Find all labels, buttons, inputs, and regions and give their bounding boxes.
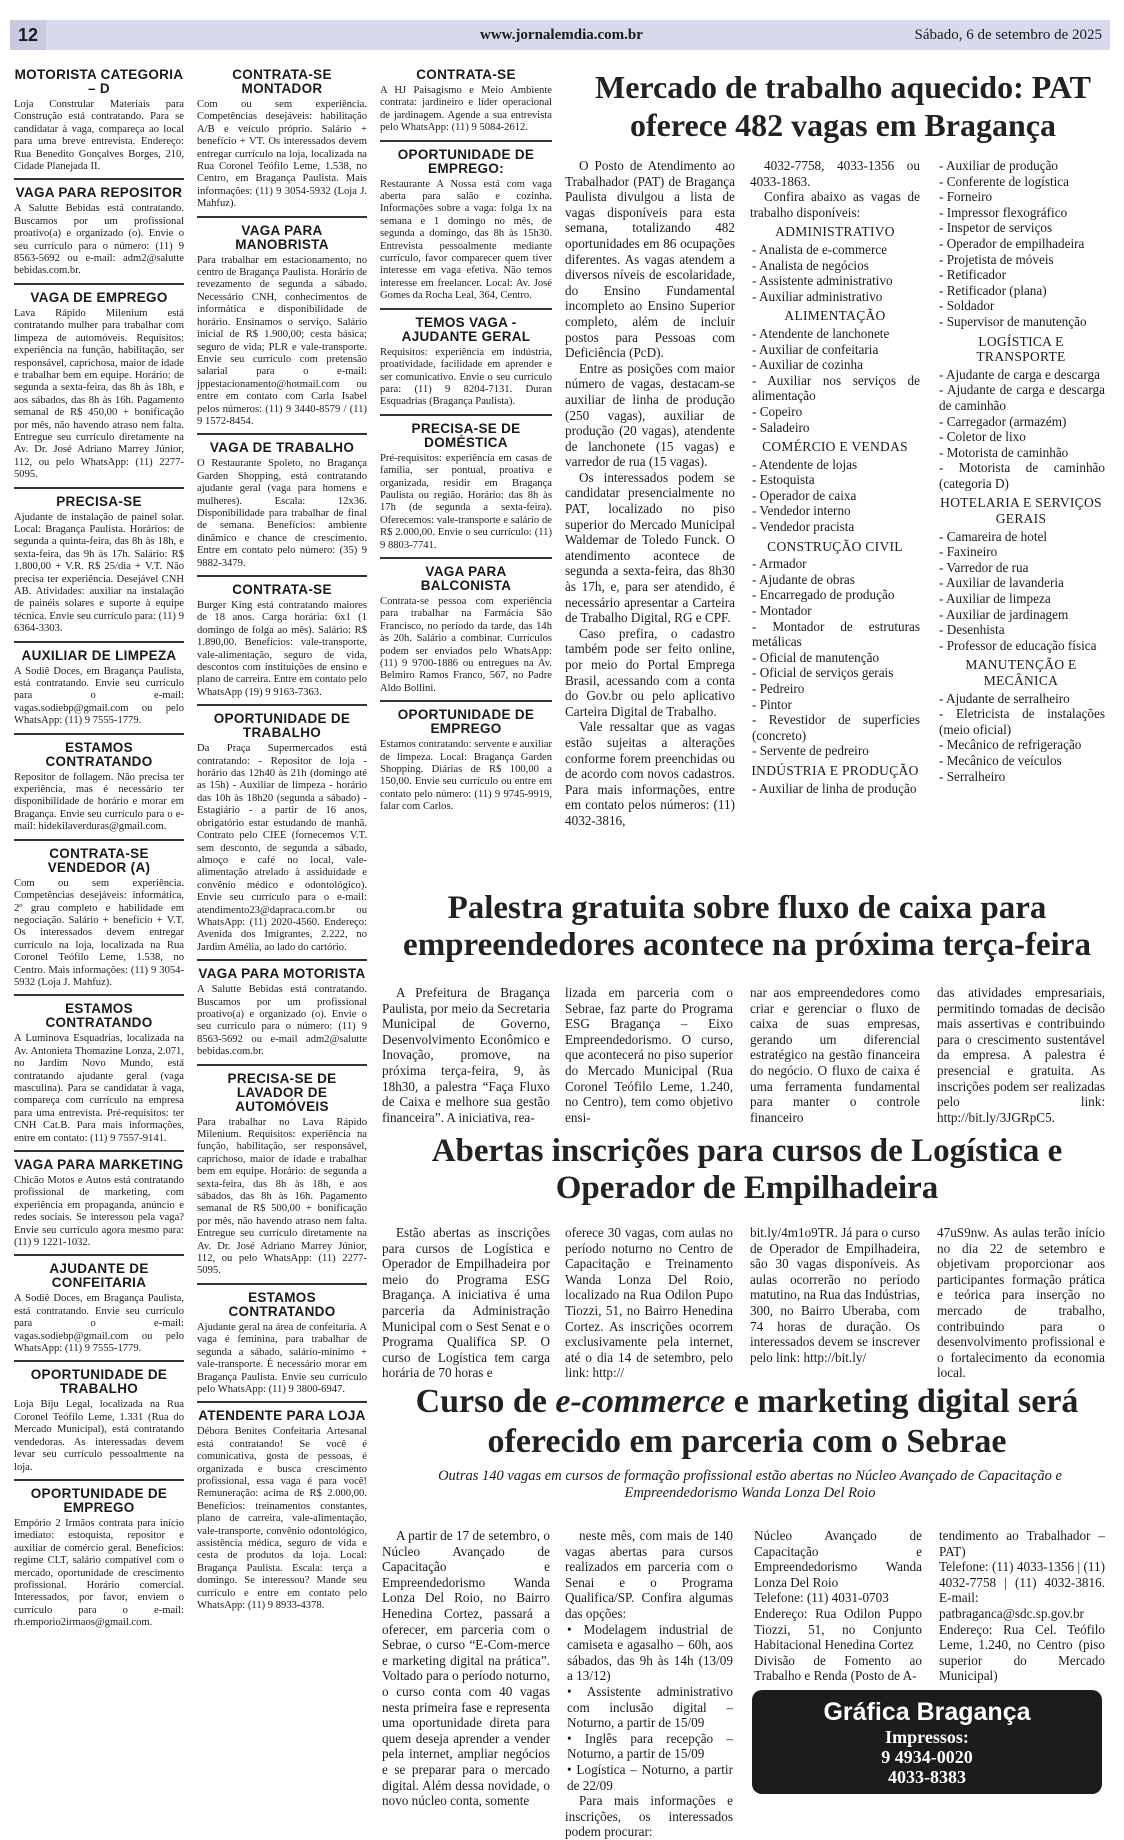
list-item: - Faxineiro xyxy=(939,544,998,560)
classified-ad xyxy=(197,967,367,1065)
classified-body: Pré-requisitos: experiência em casas de família, ser pontual, proativa e organizada, residir em Bragança Paulista ou região. Horário: das 8h às 17h (de segunda a sexta-feira). Oferecemos: vale-transporte e salário de R$ 2.000,00. Envie o seu currículo: (11) 9 8803-7741. xyxy=(380,452,552,551)
list-item: • Assistente administrativo com inclusão digital – Noturno, a partir de 15/09 xyxy=(567,1683,733,1731)
classified-title: AJUDANTE DE CONFEITARIA xyxy=(49,1261,149,1291)
list-item: - Camareira de hotel xyxy=(939,528,1048,544)
list-item: - Estoquista xyxy=(752,472,815,488)
page-header xyxy=(10,20,1110,50)
classified-title: OPORTUNIDADE DE TRABALHO xyxy=(30,1367,168,1397)
list-item: - Auxiliar administrativo xyxy=(752,288,883,304)
classified-title: AUXILIAR DE LIMPEZA xyxy=(21,647,177,663)
list-item: - Atendente de lojas xyxy=(752,456,858,472)
list-item: • Logística – Noturno, a partir de 22/09 xyxy=(567,1761,733,1793)
classified-ad xyxy=(14,649,184,735)
classified-title: VAGA PARA MARKETING xyxy=(14,1157,184,1172)
list-item: - Servente de pedreiro xyxy=(752,743,869,759)
list-item: - Assistente administrativo xyxy=(752,273,893,289)
grafica-name: Gráfica Bragança xyxy=(823,1698,1031,1726)
pat-paragraph: Os interessados podem se candidatar presencialmente no PAT, localizado no piso superior do Mercado Municipal Waldemar de Toledo Funck. O atendimento acontece de segunda a sexta-feira, das 8h30 às 17h, e, para ser atendido, é necessário apresentar a Carteira de Trabalho Digital, RG e CPF. xyxy=(565,469,735,626)
palestra-headline: Palestra gratuita sobre fluxo de caixa para empreendedores acontece na próxima terça-feira xyxy=(403,890,1091,963)
classified-body: Lava Rápido Milenium está contratando mulher para trabalhar com limpeza de automóveis. Requisitos: experiência na função, habilitação, ser responsável, caprichosa, maior de idade e trabalhar bem em equipe. Horário: de segunda a sexta-feira, das 8h às 18h, e aos sábados, das 8h às 16h. Pagamento semanal de R$ 450,00 + bonificação por mês, não havendo atraso nem falta. Entregue seu currículo diretamente na Av. Dr. José Adriano Marrey Júnior, 112, ou pelo WhatsApp: (11) 2277-5095. xyxy=(14,307,184,481)
classified-body: Para trabalhar em estacionamento, no centro de Bragança Paulista. Horário de revezamento de segunda a sábado. Necessário CNH, conhecimentos de informática e disponibilidade de horário. Ensinamos o serviço. Salário inicial de R$ 1.900,00; cesta básica; seguro de vida; PLR e vale-transporte. Envie seu currículo com pretensão salarial para o e-mail: jppestacionamento@hotmail.com ou entre em contato com Carla Isabel pelos números: (11) 9 3440-8579 / (11) 9 1572-8454. xyxy=(197,254,367,427)
list-item: - Ajudante de serralheiro xyxy=(939,690,1070,706)
list-item: - Auxiliar de lavanderia xyxy=(939,575,1064,591)
classified-ad xyxy=(14,495,184,643)
classified-ad xyxy=(197,712,367,961)
classified-body: Loja Constrular Materiais para Construção está contratando. Para se candidatar à vaga, compareça ao local para uma breve entrevista. Endereço: Rua Benedito Gonçalves Borges, 210, Cidade Planejada II. xyxy=(14,99,184,173)
list-item: - Varredor de rua xyxy=(939,559,1029,575)
curso-column-1: A partir de 17 de setembro, o Núcleo Avançado de Capacitação e Empreendedorismo Wanda Lonza Del Roio, no Bairro Henedina Cortez, passará a oferecer, em parceria com o Sebrae, o curso “E-Com-merce e marketing digital na prática”. Voltado para o período noturno, o curso conta com 40 vagas nesta primeira fase e representa uma oportunidade direta para quem deseja aprender a vender pela internet, ampliar negócios e se preparar para o mercado digital. Além dessa novidade, o novo núcleo conta, somente xyxy=(382,1528,550,1809)
list-item: - Desenhista xyxy=(939,622,1005,638)
classified-body: A Salutte Bebidas está contratando. Buscamos por um profissional proativo(a) e organizado (o). Envie o seu currículo para o número: (11) 9 8563-5692 ou e-mail adm2@salutte bebidas.com.br. xyxy=(197,984,367,1058)
abertas-column-3: bit.ly/4m1o9TR. Já para o curso de Operador de Empilhadeira, são 30 vagas disponíveis. As aulas ocorrerão no período matutino, na Rua das Indústrias, 300, no Bairro Uberaba, com 74 horas de duração. Os interessados devem se inscrever pelo link: http://bit.ly/ xyxy=(750,1225,920,1365)
curso-headline: Curso de e-commerce e marketing digital será oferecido em parceria com o Sebrae xyxy=(415,1383,1079,1460)
classifieds-column-3 xyxy=(380,68,552,825)
list-item: - Auxiliar de linha de produção xyxy=(752,780,917,796)
list-item: Telefone: (11) 4031-0703 xyxy=(754,1590,889,1606)
section-heading: CONSTRUÇÃO CIVIL xyxy=(767,538,903,554)
list-item: - Supervisor de manutenção xyxy=(939,313,1087,329)
list-item: Telefone: (11) 4033-1356 | (11) 4032-7758 | (11) 4032-3816. E-mail: patbraganca@sdc.sp.gov.br xyxy=(939,1559,1105,1621)
classified-ad xyxy=(14,68,184,180)
paragraph: Confira abaixo as vagas de trabalho disponíveis: xyxy=(750,189,920,220)
list-item: - Motorista de caminhão xyxy=(939,444,1069,460)
pat-paragraph: Vale ressaltar que as vagas estão sujeitas a alterações conforme forem preenchidas ou de acordo com novos cadastros. Para mais informações, entre em contato pelos números: (11) 4032-3816, xyxy=(565,719,735,828)
list-item: - Pintor xyxy=(752,696,792,712)
page-number: 12 xyxy=(10,20,46,50)
list-item: - Ajudante de obras xyxy=(752,571,855,587)
grafica-phone-2: 4033-8383 xyxy=(888,1767,966,1787)
classified-ad xyxy=(14,291,184,489)
list-item: - Vendedor pracista xyxy=(752,519,855,535)
list-item: - Auxiliar de jardinagem xyxy=(939,606,1069,622)
list-item: - Montador xyxy=(752,603,812,619)
pat-paragraph: O Posto de Atendimento ao Trabalhador (PAT) de Bragança Paulista divulgou a lista de vagas disponíveis para esta semana, totalizando 482 oportunidades em 86 ocupações diferentes. As vagas atendem a diversos níveis de escolaridade, do Ensino Fundamental incompleto ao Ensino Superior completo, além de incluir postos para Pessoas com Deficiência (PcD). xyxy=(565,158,735,361)
classified-title: OPORTUNIDADE DE EMPREGO xyxy=(30,1485,168,1515)
classified-title: VAGA PARA MOTORISTA xyxy=(198,966,366,982)
abertas-column-4: 47uS9nw. As aulas terão início no dia 22 de setembro e objetivam proporcionar aos participantes formação prática e teórica para inserção no mercado de trabalho, contribuindo para o desenvolvimento profissional e o fortalecimento da economia local. xyxy=(937,1225,1105,1381)
list-item: - Projetista de móveis xyxy=(939,251,1054,267)
curso-subhead: Outras 140 vagas em cursos de formação profissional estão abertas no Núcleo Avançado de Capacitação e Empreendedorismo Wanda Lonza Del Roio xyxy=(438,1468,1062,1501)
list-item: - Soldador xyxy=(939,298,995,314)
section-heading: ALIMENTAÇÃO xyxy=(784,308,886,324)
list-item: - Mecânico de refrigeração xyxy=(939,737,1082,753)
classified-title: ESTAMOS CONTRATANDO xyxy=(45,1001,153,1031)
classified-ad xyxy=(197,441,367,577)
list-item: - Coletor de lixo xyxy=(939,429,1026,445)
list-item: - Auxiliar nos serviços de alimentação xyxy=(752,372,920,404)
section-heading: COMÉRCIO E VENDAS xyxy=(762,439,908,455)
list-item: - Auxiliar de cozinha xyxy=(752,357,863,373)
classified-ad xyxy=(380,565,552,702)
palestra-column-1: A Prefeitura de Bragança Paulista, por meio da Secretaria Municipal de Governo, Desenvolvimento Econômico e Inovação, promove, na próxima terça-feira, 9, às 18h30, a palestra “Faça Fluxo de Caixa e melhore sua gestão financeira”. A iniciativa, rea- xyxy=(382,985,550,1125)
list-item: - Saladeiro xyxy=(752,419,810,435)
section-heading: HOTELARIA E SERVIÇOS GERAIS xyxy=(940,495,1102,527)
classified-body: Da Praça Supermercados está contratando: - Repositor de loja - horário das 12h40 às 21h (domingo até as 15h) - Auxiliar de limpeza - horário das 10h às 18h20 (segunda a sábado) - Estagiário - a partir de 16 anos, obrigatório estar estudando de manhã. Contrato pelo CIEE (fornecemos V.T. sem desconto, de segunda a sábado, almoço e café no local, vale-alimentação atrelado à assiduidade e convênio médico e odontológico). Envie seu currículo para o e-mail: atendimento23@dapraca.com.br ou WhatsApp: (11) 2020-4560. Endereço: Avenida dos Imigrantes, 2.222, no Jardim Amélia, ao lado do cartório. xyxy=(197,743,367,953)
section-heading: ADMINISTRATIVO xyxy=(775,224,895,240)
classified-ad xyxy=(14,1368,184,1480)
palestra-column-2: lizada em parceria com o Sebrae, faz parte do Programa ESG Bragança – Eixo Empreendedorismo. O curso, que acontecerá no piso superior do Mercado Municipal (Rua Coronel Teófilo Leme, 1.240, no Centro), tem como objetivo ensi- xyxy=(565,985,733,1125)
classifieds-column-1 xyxy=(14,68,184,1641)
classified-body: Ajudante geral na área de confeitaria. A vaga é feminina, para trabalhar de segunda a sábado, salário-mínimo + vale-transporte. É necessário morar em Bragança Paulista. Envie seu currículo pelo WhatsApp: (11) 9 3800-6947. xyxy=(197,1321,367,1395)
classified-ad xyxy=(14,1262,184,1362)
classified-title: ATENDENTE PARA LOJA xyxy=(198,1408,366,1424)
classified-ad xyxy=(14,186,184,284)
palestra-column-4: das atividades empresariais, permitindo tomadas de decisão mais assertivas e contribuindo para o crescimento sustentável da empresa. A palestra é presencial e gratuita. As inscrições podem ser realizadas pelo link: http://bit.ly/3JGRpC5. xyxy=(937,985,1105,1125)
pat-paragraph: Caso prefira, o cadastro também pode ser feito online, por meio do Portal Emprega Brasil, acessando com a conta do Gov.br ou pelo aplicativo Carteira Digital de Trabalho. xyxy=(565,625,735,719)
paragraph: Para mais informações e inscrições, os interessados podem procurar: xyxy=(565,1793,733,1840)
classified-body: Contrata-se pessoa com experiência para trabalhar na Farmácia São Francisco, no período da tarde, das 14h às 20h. Salário a combinar. Currículos podem ser enviados pelo WhatsApp: (11) 9 9700-1886 ou entregues na Av. Belmiro Ramos Franco, 567, no Padre Aldo Bollini. xyxy=(380,595,552,694)
list-item: tendimento ao Trabalhador – PAT) xyxy=(939,1528,1105,1559)
list-item: - Operador de empilhadeira xyxy=(939,235,1085,251)
classified-title: PRECISA-SE xyxy=(56,493,142,509)
list-item: - Serralheiro xyxy=(939,768,1006,784)
list-item: - Professor de educação física xyxy=(939,637,1097,653)
section-heading: INDÚSTRIA E PRODUÇÃO xyxy=(751,762,919,778)
classified-title: VAGA PARA REPOSITOR xyxy=(15,185,183,201)
classified-title: ESTAMOS CONTRATANDO xyxy=(45,739,153,769)
grafica-phone-1: 9 4934-0020 xyxy=(881,1747,973,1767)
classified-title: OPORTUNIDADE DE TRABALHO xyxy=(213,711,351,741)
abertas-column-2: oferece 30 vagas, com aulas no período noturno no Centro de Capacitação e Treinamento Wanda Lonza Del Roio, localizado na Rua Odilon Pupo Tiozzi, 51, no Bairro Henedina Cortez. As inscrições ocorrem exclusivamente pela internet, até o dia 14 de setembro, pelo link: http:// xyxy=(565,1225,733,1381)
classified-body: Com ou sem experiência. Competências desejáveis: informática, 2º grau completo e habilidade em negociação. Salário + benefício + V.T. Os interessados devem entregar currículo na loja, localizada na Rua Coronel Teófilo Leme, 1.538, no Centro. Mais informações: (11) 9 3054-5932 (Loja J. Mahfuz). xyxy=(14,877,184,988)
pat-column-1 xyxy=(565,158,735,829)
list-item: - Revestidor de superfícies (concreto) xyxy=(752,712,920,743)
list-item: - Analista de e-commerce xyxy=(752,241,888,257)
list-item: - Retificador (plana) xyxy=(939,282,1047,298)
classified-body: A Sodiê Doces, em Bragança Paulista, está contratando. Envie seu currículo para o e-mail: vagas.sodiebp@gmail.com ou pelo WhatsApp: (11) 9 7555-1779. xyxy=(14,665,184,727)
list-item: - Retificador xyxy=(939,267,1007,283)
classified-body: Empório 2 Irmãos contrata para início imediato: estoquista, repositor e auxiliar de comércio geral. Benefícios: regime CLT, salário compatível com o mercado, oportunidade de crescimento profissional. Horário comercial. Interessados, por favor, enviem o currículo para o e-mail: rh.emporio2irmaos@gmail.com. xyxy=(14,1517,184,1629)
classified-title: VAGA PARA MANOBRISTA xyxy=(235,222,329,252)
list-item: - Motorista de caminhão (categoria D) xyxy=(939,460,1105,491)
classified-body: Estamos contratando: servente e auxiliar de limpeza. Local: Bragança Garden Shopping. Diárias de R$ 100,00 a 150,00. Envie seu currículo ou entre em contato pelo número: (11) 9 9745-9919, falar com Carlos. xyxy=(380,739,552,813)
list-item: - Operador de caixa xyxy=(752,487,857,503)
classified-ad xyxy=(380,148,552,310)
site-url[interactable]: www.jornalemdia.com.br xyxy=(480,26,643,43)
pat-column-2 xyxy=(750,158,920,796)
list-item: - Carregador (armazém) xyxy=(939,413,1067,429)
palestra-column-3: nar aos empreendedores como criar e gerenciar o fluxo de caixa de suas empresas, gerando um diferencial estratégico na gestão financeira do negócio. O fluxo de caixa é uma ferramenta fundamental para manter o controle financeiro xyxy=(750,985,920,1125)
classified-ad xyxy=(197,224,367,436)
classified-ad xyxy=(14,1158,184,1256)
classified-ad xyxy=(14,1487,184,1635)
grafica-braganca-ad xyxy=(752,1690,1102,1794)
classified-title: CONTRATA-SE xyxy=(232,582,332,597)
classified-ad xyxy=(14,847,184,997)
classified-ad xyxy=(197,68,367,218)
classified-title: OPORTUNIDADE DE EMPREGO xyxy=(397,707,535,737)
pat-headline: Mercado de trabalho aquecido: PAT oferece 482 vagas em Bragança xyxy=(595,69,1091,143)
classified-title: VAGA DE EMPREGO xyxy=(30,289,168,305)
classified-title: PRECISA-SE DE DOMÉSTICA xyxy=(411,420,521,450)
pat-paragraph: Entre as posições com maior número de vagas, destacam-se auxiliar de linha de produção (250 vagas), auxiliar de produção (20 vagas), atendente de lanchonete (15 vagas) e varredor de rua (15 vagas). xyxy=(565,360,735,470)
curso-column-2 xyxy=(565,1528,733,1840)
paragraph: 4032-7758, 4033-1356 ou 4033-1863. xyxy=(750,158,920,189)
classified-body: Para trabalhar no Lava Rápido Milenium. Requisitos: experiência na função, habilitação, ser responsável, caprichoso, maior de idade e trabalhar bem em equipe. Horário: de segunda a sexta-feira, das 8h às 18h, e aos sábados, das 8h às 16h. Pagamento semanal de R$ 500,00 + bonificação por mês, não havendo atraso nem falta. Entregue seu currículo diretamente na Av. Dr. José Adriano Marrey Júnior, 112, ou pelo WhatsApp: (11) 2277-5095. xyxy=(197,1116,367,1277)
classified-ad xyxy=(14,741,184,841)
list-item: - Montador de estruturas metálicas xyxy=(752,618,920,650)
classified-title: ESTAMOS CONTRATANDO xyxy=(228,1289,336,1319)
classified-ad xyxy=(197,1072,367,1285)
classified-ad xyxy=(14,1002,184,1152)
classified-body: Restaurante A Nossa está com vaga aberta para salão e cozinha. Informações sobre a vaga: folga 1x na semana e 1 domingo no mês, de segunda a domingo, das 8h às 15h30. Entrevista pessoalmente mediante currículo, favor comparecer quem tiver interesse em vaga efetiva. Não temos interesse em freelancer. Local: Av. José Gomes da Rocha Leal, 364, Centro. xyxy=(380,178,552,302)
list-item: - Analista de negócios xyxy=(752,257,869,273)
list-item: - Oficial de serviços gerais xyxy=(752,665,894,681)
classified-title: CONTRATA-SE VENDEDOR (A) xyxy=(47,845,151,875)
classified-ad xyxy=(197,1409,367,1617)
classified-title: VAGA PARA BALCONISTA xyxy=(420,563,512,593)
classified-title: TEMOS VAGA - AJUDANTE GERAL xyxy=(401,314,531,344)
classified-body: A Luminova Esquadrias, localizada na Av. Antonieta Thomazine Lonza, 2.071, no Jardim Novo Mundo, está contratando ajudante geral (vaga masculina). Para se candidatar à vaga, compareça com currículo na empresa para uma entrevista. Pré-requisitos: ter CNH Cat.B. Para mais informações, entre em contato: (11) 9 7557-9141. xyxy=(14,1033,184,1144)
classified-title: OPORTUNIDADE DE EMPREGO: xyxy=(397,146,535,176)
classified-body: A Salutte Bebidas está contratando. Buscamos por um profissional proativo(a) e organizado (o). Envie o seu currículo para o número: (11) 9 8563-5692 ou e-mail: adm2@salutte bebidas.com.br. xyxy=(14,203,184,277)
classified-ad xyxy=(380,316,552,416)
curso-column-4 xyxy=(937,1528,1105,1684)
classified-body: A HJ Paisagismo e Meio Ambiente contrata: jardineiro e líder operacional de jardinagem. Agende a sua entrevista pelo WhatsApp: (11) 9 5084-2612. xyxy=(380,85,552,134)
section-heading: MANUTENÇÃO E MECÂNICA xyxy=(965,657,1077,688)
list-item: - Mecânico de veículos xyxy=(939,752,1062,768)
list-item: • Modelagem industrial de camiseta e agasalho – 60h, aos sábados, das 9h às 14h (13/09 a 13/12) xyxy=(567,1621,733,1684)
classified-ad xyxy=(380,68,552,142)
classified-title: CONTRATA-SE MONTADOR xyxy=(232,67,332,96)
list-item: - Copeiro xyxy=(752,403,803,419)
list-item: - Forneiro xyxy=(939,189,993,205)
classified-body: O Restaurante Spoleto, no Bragança Garden Shopping, está contratando ajudante geral (vaga para homens e mulheres). Escala: 12x36. Disponibilidade para trabalhar de final de semana. Benefícios: ambiente dinâmico e chance de crescimento. Entre em contato pelo número: (35) 9 9882-3479. xyxy=(197,458,367,569)
classifieds-column-2 xyxy=(197,68,367,1623)
classified-title: CONTRATA-SE xyxy=(416,67,516,82)
curso-column-3 xyxy=(752,1528,922,1684)
abertas-headline: Abertas inscrições para cursos de Logística e Operador de Empilhadeira xyxy=(431,1133,1063,1206)
classified-body: Ajudante de instalação de painel solar. Local: Bragança Paulista. Horários: de segunda a quinta-feira, das 8h às 18h, e sexta-feira, das 9h às 17h. Salário: R$ 1.800,00 + V.R. R$ 25/dia + V.T. Não precisa ter experiência. Desejável CNH AB. Atividades: auxiliar na instalação de painéis solares e suporte à equipe técnica. Envie seu currículo para: (11) 9 6364-3303. xyxy=(14,511,184,635)
list-item: Divisão de Fomento ao Trabalho e Renda (Posto de A- xyxy=(754,1652,922,1684)
classified-title: VAGA DE TRABALHO xyxy=(209,440,355,456)
classified-title: MOTORISTA CATEGORIA – D xyxy=(14,67,184,96)
list-item: Endereço: Rua Cel. Teófilo Leme, 1.240, no Centro (piso superior do Mercado Municipal) xyxy=(939,1621,1105,1684)
list-item: - Eletricista de instalações (meio oficial) xyxy=(939,706,1105,737)
list-item: Núcleo Avançado de Capacitação e Empreendedorismo Wanda Lonza Del Roio xyxy=(754,1528,922,1590)
classified-body: Requisitos: experiência em indústria, proatividade, facilidade em aprender e ser comunicativo. Envie o seu currículo para: (11) 9 8204-7131. Duran Esquadrias (Bragança Paulista). xyxy=(380,346,552,408)
pat-column-3 xyxy=(937,158,1105,784)
classified-body: Débora Benites Confeitaria Artesanal está contratando! Se você é comunicativa, gosta de pessoas, é organizada e busca crescimento profissional, essa vaga é para você! Remuneração: acima de R$ 2.000,00. Benefícios: treinamentos constantes, plano de carreira, vale-alimentação, vale-transporte, convênio odontológico, assistência médica, seguro de vida e cesta de produtos da loja. Local: Bragança Paulista. Escala: terça a domingo. Se interessou? Mande seu currículo e entre em contato pelo WhatsApp: (11) 9 8933-4378. xyxy=(197,1426,367,1611)
paragraph: neste mês, com mais de 140 vagas abertas para cursos realizados em parceria com o Senai e o Programa Qualifica/SP. Confira algumas das opções: xyxy=(565,1528,733,1621)
classified-body: Com ou sem experiência. Competências desejáveis: habilitação A/B e veículo próprio. Salário + benefício + VT. Os interessados devem entregar currículo na loja, localizada na Rua Coronel Teófilo Leme, 1.538, no Centro, em Bragança Paulista. Mais informações: (11) 9 3054-5932 (Loja J. Mahfuz). xyxy=(197,99,367,210)
list-item: Endereço: Rua Odilon Puppo Tiozzi, 51, no Conjunto Habitacional Henedina Cortez xyxy=(754,1605,922,1653)
list-item: - Oficial de manutenção xyxy=(752,649,880,665)
list-item: - Pedreiro xyxy=(752,681,805,696)
classified-ad xyxy=(197,583,367,706)
list-item: - Auxiliar de produção xyxy=(939,158,1059,173)
classified-ad xyxy=(380,708,552,818)
list-item: - Encarregado de produção xyxy=(752,587,895,603)
issue-date: Sábado, 6 de setembro de 2025 xyxy=(914,26,1102,43)
classified-body: Loja Biju Legal, localizada na Rua Coronel Teófilo Leme, 1.331 (Rua do Mercado Municipal), está contratando vendedoras. As interessadas devem levar seu currículo pessoalmente na loja. xyxy=(14,1399,184,1473)
grafica-line: Impressos: xyxy=(885,1727,969,1747)
list-item: - Ajudante de carga e descarga xyxy=(939,366,1100,382)
list-item: - Conferente de logística xyxy=(939,173,1069,189)
list-item: - Auxiliar de confeitaria xyxy=(752,341,879,357)
classified-body: Burger King está contratando maiores de 18 anos. Carga horária: 6x1 (1 domingo de folga ao mês). Salário: R$ 1.890,00. Benefícios: vale-transporte, vale-alimentação, seguro de vida, descontos com instituições de ensino e plano de carreira. Entre em contato pelo WhatsApp (19) 9 9163-7363. xyxy=(197,600,367,698)
list-item: - Vendedor interno xyxy=(752,503,851,519)
classified-body: A Sodiê Doces, em Bragança Paulista, está contratando. Envie seu currículo para o e-mail: vagas.sodiebp@gmail.com ou pelo WhatsApp: (11) 9 7555-1779. xyxy=(14,1293,184,1355)
list-item: - Atendente de lanchonete xyxy=(752,325,890,341)
list-item: - Inspetor de serviços xyxy=(939,220,1053,236)
classified-body: Repositor de follagem. Não precisa ter experiência, mas é necessário ter disponibilidade de horário e morar em Bragança. Envie seu currículo para o e-mail: hidekilaverduras@gmail.com. xyxy=(14,771,184,833)
section-heading: LOGÍSTICA E TRANSPORTE xyxy=(976,333,1066,365)
list-item: - Auxiliar de limpeza xyxy=(939,591,1051,607)
classified-ad xyxy=(197,1291,367,1403)
classified-title: PRECISA-SE DE LAVADOR DE AUTOMÓVEIS xyxy=(227,1070,337,1114)
classified-ad xyxy=(380,422,552,559)
list-item: - Armador xyxy=(752,556,807,572)
abertas-column-1: Estão abertas as inscrições para cursos de Logística e Operador de Empilhadeira por meio do Programa ESG Bragança. A iniciativa é uma parceria da Administração Municipal com o Sest Senat e o Programa Qualifica SP. O curso de Logística tem carga horária de 70 horas e xyxy=(382,1225,550,1381)
list-item: - Impressor flexográfico xyxy=(939,204,1068,220)
list-item: • Inglês para recepção – Noturno, a partir de 15/09 xyxy=(567,1730,733,1762)
classified-body: Chicão Motos e Autos está contratando profissional de marketing, com experiência em propaganda, anúncio e redes sociais. Se interessou pela vaga? Envie seu currículo agora mesmo para: (11) 9 1221-1032. xyxy=(14,1175,184,1249)
list-item: - Ajudante de carga e descarga de caminhão xyxy=(939,382,1105,413)
